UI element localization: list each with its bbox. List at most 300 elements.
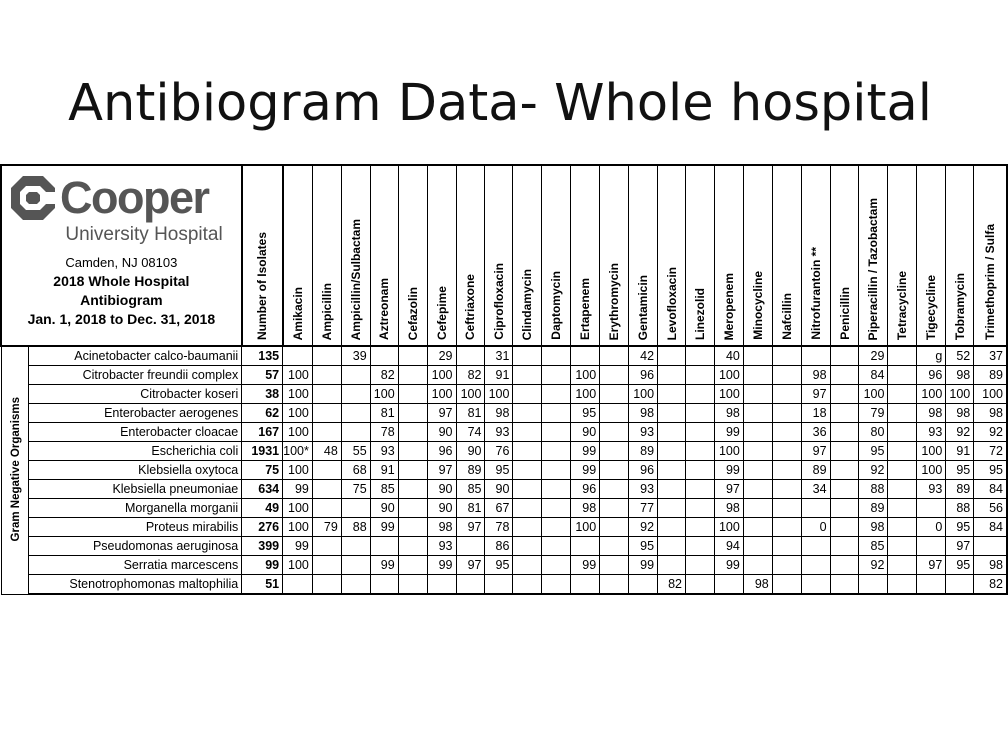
susceptibility-cell [312,556,341,575]
susceptibility-cell [398,442,427,461]
susceptibility-cell: 95 [946,556,974,575]
susceptibility-cell [456,575,485,595]
organism-row [1,499,1007,518]
susceptibility-cell: 99 [714,461,743,480]
antibiotic-header: Clindamycin [513,165,542,346]
susceptibility-cell: 100 [917,442,946,461]
susceptibility-cell [830,499,859,518]
susceptibility-cell [772,385,801,404]
susceptibility-cell [398,346,427,366]
susceptibility-cell [946,575,974,595]
susceptibility-cell [513,480,542,499]
susceptibility-cell: 94 [714,537,743,556]
susceptibility-cell: 82 [456,366,485,385]
susceptibility-cell: 96 [427,442,456,461]
susceptibility-cell [830,537,859,556]
susceptibility-cell [830,346,859,366]
antibiotic-header: Nitrofurantoin ** [801,165,830,346]
susceptibility-cell [513,346,542,366]
susceptibility-cell: 99 [714,423,743,442]
susceptibility-cell: 99 [370,518,398,537]
susceptibility-cell [743,480,772,499]
susceptibility-cell: 95 [485,556,513,575]
susceptibility-cell [600,366,629,385]
susceptibility-cell: 98 [917,404,946,423]
susceptibility-cell [658,423,686,442]
susceptibility-cell [888,404,917,423]
susceptibility-cell [658,556,686,575]
susceptibility-cell: 89 [859,499,888,518]
susceptibility-cell [658,480,686,499]
susceptibility-cell [743,442,772,461]
susceptibility-cell: 90 [427,480,456,499]
susceptibility-cell [772,366,801,385]
isolate-count: 399 [242,537,283,556]
susceptibility-cell [341,575,370,595]
susceptibility-cell: 93 [427,537,456,556]
susceptibility-cell [801,499,830,518]
susceptibility-cell: 100* [283,442,313,461]
susceptibility-cell [542,556,571,575]
antibiotic-header: Ampicillin [312,165,341,346]
organism-name: Enterobacter aerogenes [29,404,242,423]
susceptibility-cell [714,575,743,595]
susceptibility-cell [685,423,714,442]
susceptibility-cell: 97 [946,537,974,556]
susceptibility-cell [513,518,542,537]
antibiotic-header: Ertapenem [571,165,600,346]
susceptibility-cell [772,480,801,499]
susceptibility-cell: 93 [485,423,513,442]
susceptibility-cell [658,366,686,385]
susceptibility-cell [571,346,600,366]
antibiotic-header: Cefepime [427,165,456,346]
susceptibility-cell: 92 [946,423,974,442]
susceptibility-cell: 100 [283,461,313,480]
susceptibility-cell [830,461,859,480]
susceptibility-cell: 52 [946,346,974,366]
hospital-header [1,165,242,346]
susceptibility-cell: 80 [859,423,888,442]
susceptibility-cell [283,575,313,595]
susceptibility-cell [685,575,714,595]
organism-name: Citrobacter koseri [29,385,242,404]
antibiotic-header: Nafcillin [772,165,801,346]
susceptibility-cell: 91 [370,461,398,480]
susceptibility-cell: 92 [974,423,1007,442]
susceptibility-cell: 90 [571,423,600,442]
organism-name: Acinetobacter calco-baumanii [29,346,242,366]
susceptibility-cell [743,366,772,385]
susceptibility-cell [772,556,801,575]
antibiotic-header: Gentamicin [629,165,658,346]
susceptibility-cell [542,366,571,385]
susceptibility-cell [743,423,772,442]
susceptibility-cell [830,366,859,385]
organism-row [1,442,1007,461]
organism-row [1,480,1007,499]
susceptibility-cell: 92 [859,556,888,575]
susceptibility-cell [542,518,571,537]
susceptibility-cell [312,480,341,499]
susceptibility-cell [917,499,946,518]
susceptibility-cell: 100 [571,385,600,404]
susceptibility-cell: 89 [801,461,830,480]
susceptibility-cell: 90 [370,499,398,518]
susceptibility-cell: 90 [485,480,513,499]
susceptibility-cell: 79 [859,404,888,423]
susceptibility-cell [888,480,917,499]
susceptibility-cell [801,575,830,595]
susceptibility-cell [772,499,801,518]
susceptibility-cell [312,385,341,404]
susceptibility-cell: 75 [341,480,370,499]
susceptibility-cell [685,346,714,366]
antibiogram-table [0,164,1008,595]
susceptibility-cell: 91 [946,442,974,461]
susceptibility-cell [830,442,859,461]
organism-name: Klebsiella oxytoca [29,461,242,480]
susceptibility-cell: 90 [456,442,485,461]
organism-row [1,346,1007,366]
organism-row [1,385,1007,404]
susceptibility-cell [513,404,542,423]
susceptibility-cell: 74 [456,423,485,442]
susceptibility-cell [513,366,542,385]
susceptibility-cell: 34 [801,480,830,499]
susceptibility-cell [830,480,859,499]
susceptibility-cell [600,575,629,595]
susceptibility-cell: 97 [801,385,830,404]
susceptibility-cell: 100 [974,385,1007,404]
susceptibility-cell: 98 [974,556,1007,575]
susceptibility-cell [685,537,714,556]
susceptibility-cell [801,556,830,575]
susceptibility-cell: 95 [571,404,600,423]
susceptibility-cell: 98 [629,404,658,423]
susceptibility-cell: 93 [629,423,658,442]
susceptibility-cell [341,385,370,404]
susceptibility-cell [772,404,801,423]
susceptibility-cell: 100 [283,499,313,518]
susceptibility-cell [888,461,917,480]
isolate-count: 49 [242,499,283,518]
antibiotic-header: Linezolid [685,165,714,346]
susceptibility-cell [427,575,456,595]
susceptibility-cell: 81 [456,499,485,518]
susceptibility-cell: 98 [859,518,888,537]
susceptibility-cell: 100 [283,556,313,575]
susceptibility-cell [830,385,859,404]
susceptibility-cell [685,404,714,423]
susceptibility-cell: 78 [485,518,513,537]
susceptibility-cell: 40 [714,346,743,366]
antibiotic-header: Tobramycin [946,165,974,346]
susceptibility-cell: 85 [370,480,398,499]
susceptibility-cell: 100 [370,385,398,404]
susceptibility-cell [801,346,830,366]
antibiotic-header: Penicillin [830,165,859,346]
susceptibility-cell: 81 [370,404,398,423]
organism-name: Serratia marcescens [29,556,242,575]
susceptibility-cell [600,518,629,537]
susceptibility-cell [888,385,917,404]
susceptibility-cell: 95 [485,461,513,480]
susceptibility-cell [513,556,542,575]
report-title: 2018 Whole Hospital [53,273,190,289]
susceptibility-cell: 67 [485,499,513,518]
susceptibility-cell [743,537,772,556]
susceptibility-cell [658,346,686,366]
susceptibility-cell [743,404,772,423]
susceptibility-cell: 97 [801,442,830,461]
susceptibility-cell [485,575,513,595]
susceptibility-cell [542,404,571,423]
susceptibility-cell [542,423,571,442]
susceptibility-cell: 100 [427,366,456,385]
susceptibility-cell: 100 [917,461,946,480]
susceptibility-cell: 99 [571,442,600,461]
susceptibility-cell [341,366,370,385]
susceptibility-cell: 95 [859,442,888,461]
susceptibility-cell [685,461,714,480]
susceptibility-cell [888,575,917,595]
susceptibility-cell: 0 [801,518,830,537]
susceptibility-cell [370,346,398,366]
susceptibility-cell [830,404,859,423]
susceptibility-cell [888,442,917,461]
susceptibility-cell [743,346,772,366]
susceptibility-cell [772,518,801,537]
susceptibility-cell: 100 [283,423,313,442]
susceptibility-cell: 100 [283,385,313,404]
susceptibility-cell: 90 [427,423,456,442]
susceptibility-cell [888,423,917,442]
susceptibility-cell: 91 [485,366,513,385]
susceptibility-cell: 93 [917,423,946,442]
susceptibility-cell [600,480,629,499]
susceptibility-cell: 18 [801,404,830,423]
susceptibility-cell [600,556,629,575]
susceptibility-cell: 95 [629,537,658,556]
susceptibility-cell [513,461,542,480]
susceptibility-cell [658,442,686,461]
susceptibility-cell [830,518,859,537]
susceptibility-cell [888,499,917,518]
susceptibility-cell [513,442,542,461]
organism-name: Pseudomonas aeruginosa [29,537,242,556]
susceptibility-cell [398,537,427,556]
susceptibility-cell [600,385,629,404]
susceptibility-cell: 56 [974,499,1007,518]
susceptibility-cell: 98 [974,404,1007,423]
susceptibility-cell [283,346,313,366]
slide-title: Antibiogram Data- Whole hospital [68,74,932,133]
susceptibility-cell: 97 [427,404,456,423]
isolate-count: 167 [242,423,283,442]
susceptibility-cell [600,499,629,518]
susceptibility-cell [341,404,370,423]
susceptibility-cell: 98 [485,404,513,423]
susceptibility-cell: 100 [917,385,946,404]
susceptibility-cell [685,480,714,499]
susceptibility-cell: 100 [283,518,313,537]
susceptibility-cell [743,385,772,404]
susceptibility-cell: 98 [946,366,974,385]
susceptibility-cell [658,537,686,556]
susceptibility-cell [772,442,801,461]
antibiotic-header: Erythromycin [600,165,629,346]
susceptibility-cell [888,537,917,556]
susceptibility-cell [629,575,658,595]
susceptibility-cell: 82 [658,575,686,595]
susceptibility-cell [341,537,370,556]
susceptibility-cell [398,556,427,575]
susceptibility-cell: 88 [859,480,888,499]
susceptibility-cell: 100 [714,366,743,385]
susceptibility-cell [398,518,427,537]
susceptibility-cell: 100 [485,385,513,404]
antibiogram-table-wrap [0,164,1008,595]
organism-name: Morganella morganii [29,499,242,518]
susceptibility-cell: 0 [917,518,946,537]
susceptibility-cell [600,423,629,442]
antibiotic-header: Ciprofloxacin [485,165,513,346]
organism-group-label: Gram Negative Organisms [1,346,29,594]
susceptibility-cell [571,537,600,556]
susceptibility-cell [974,537,1007,556]
organism-row [1,575,1007,595]
susceptibility-cell [888,556,917,575]
susceptibility-cell: 42 [629,346,658,366]
susceptibility-cell: 86 [485,537,513,556]
susceptibility-cell [370,537,398,556]
susceptibility-cell [917,575,946,595]
antibiotic-header: Tetracycline [888,165,917,346]
susceptibility-cell [685,442,714,461]
organism-name: Citrobacter freundii complex [29,366,242,385]
organism-row [1,366,1007,385]
susceptibility-cell: 93 [370,442,398,461]
susceptibility-cell: 95 [946,518,974,537]
susceptibility-cell: g [917,346,946,366]
susceptibility-cell [456,346,485,366]
susceptibility-cell [312,423,341,442]
susceptibility-cell: 97 [917,556,946,575]
susceptibility-cell [772,575,801,595]
susceptibility-cell [743,461,772,480]
susceptibility-cell [542,346,571,366]
susceptibility-cell: 89 [629,442,658,461]
susceptibility-cell [398,385,427,404]
susceptibility-cell [312,461,341,480]
susceptibility-cell [312,499,341,518]
susceptibility-cell: 82 [370,366,398,385]
organism-name: Proteus mirabilis [29,518,242,537]
isolate-count: 1931 [242,442,283,461]
susceptibility-cell: 99 [427,556,456,575]
organism-row [1,404,1007,423]
susceptibility-cell [398,366,427,385]
susceptibility-cell [571,575,600,595]
susceptibility-cell: 100 [283,366,313,385]
susceptibility-cell [341,556,370,575]
susceptibility-cell [398,480,427,499]
susceptibility-cell: 81 [456,404,485,423]
susceptibility-cell [685,518,714,537]
susceptibility-cell [398,499,427,518]
susceptibility-cell: 72 [974,442,1007,461]
susceptibility-cell [542,537,571,556]
susceptibility-cell [600,537,629,556]
susceptibility-cell: 48 [312,442,341,461]
organism-name: Stenotrophomonas maltophilia [29,575,242,595]
susceptibility-cell [685,499,714,518]
susceptibility-cell [743,556,772,575]
susceptibility-cell: 100 [571,518,600,537]
susceptibility-cell: 84 [974,518,1007,537]
susceptibility-cell [830,423,859,442]
isolate-count: 135 [242,346,283,366]
susceptibility-cell [658,404,686,423]
susceptibility-cell: 55 [341,442,370,461]
susceptibility-cell [542,575,571,595]
susceptibility-cell [513,537,542,556]
susceptibility-cell: 99 [571,461,600,480]
susceptibility-cell [888,518,917,537]
susceptibility-cell [859,575,888,595]
susceptibility-cell [772,461,801,480]
susceptibility-cell: 88 [341,518,370,537]
susceptibility-cell: 29 [427,346,456,366]
susceptibility-cell: 97 [456,556,485,575]
susceptibility-cell [685,385,714,404]
antibiotic-header: Ampicillin/Sulbactam [341,165,370,346]
susceptibility-cell: 68 [341,461,370,480]
isolate-count: 38 [242,385,283,404]
susceptibility-cell [772,346,801,366]
susceptibility-cell: 76 [485,442,513,461]
susceptibility-cell [658,385,686,404]
susceptibility-cell: 100 [859,385,888,404]
cooper-logo [8,172,241,224]
susceptibility-cell [312,537,341,556]
susceptibility-cell [685,556,714,575]
antibiotic-header: Trimethoprim / Sulfa [974,165,1007,346]
antibiotic-header: Daptomycin [542,165,571,346]
susceptibility-cell: 100 [629,385,658,404]
susceptibility-cell: 96 [917,366,946,385]
susceptibility-cell [600,346,629,366]
antibiotic-header: Minocycline [743,165,772,346]
susceptibility-cell: 98 [743,575,772,595]
susceptibility-cell: 92 [629,518,658,537]
susceptibility-cell [312,404,341,423]
organism-row [1,537,1007,556]
organism-row [1,556,1007,575]
susceptibility-cell [398,575,427,595]
susceptibility-cell: 77 [629,499,658,518]
susceptibility-cell [341,423,370,442]
susceptibility-cell: 29 [859,346,888,366]
logo-subtitle: University Hospital [65,224,223,245]
isolate-count: 62 [242,404,283,423]
susceptibility-cell: 89 [456,461,485,480]
susceptibility-cell: 100 [456,385,485,404]
susceptibility-cell: 98 [801,366,830,385]
susceptibility-cell: 90 [427,499,456,518]
antibiotic-header: Levofloxacin [658,165,686,346]
